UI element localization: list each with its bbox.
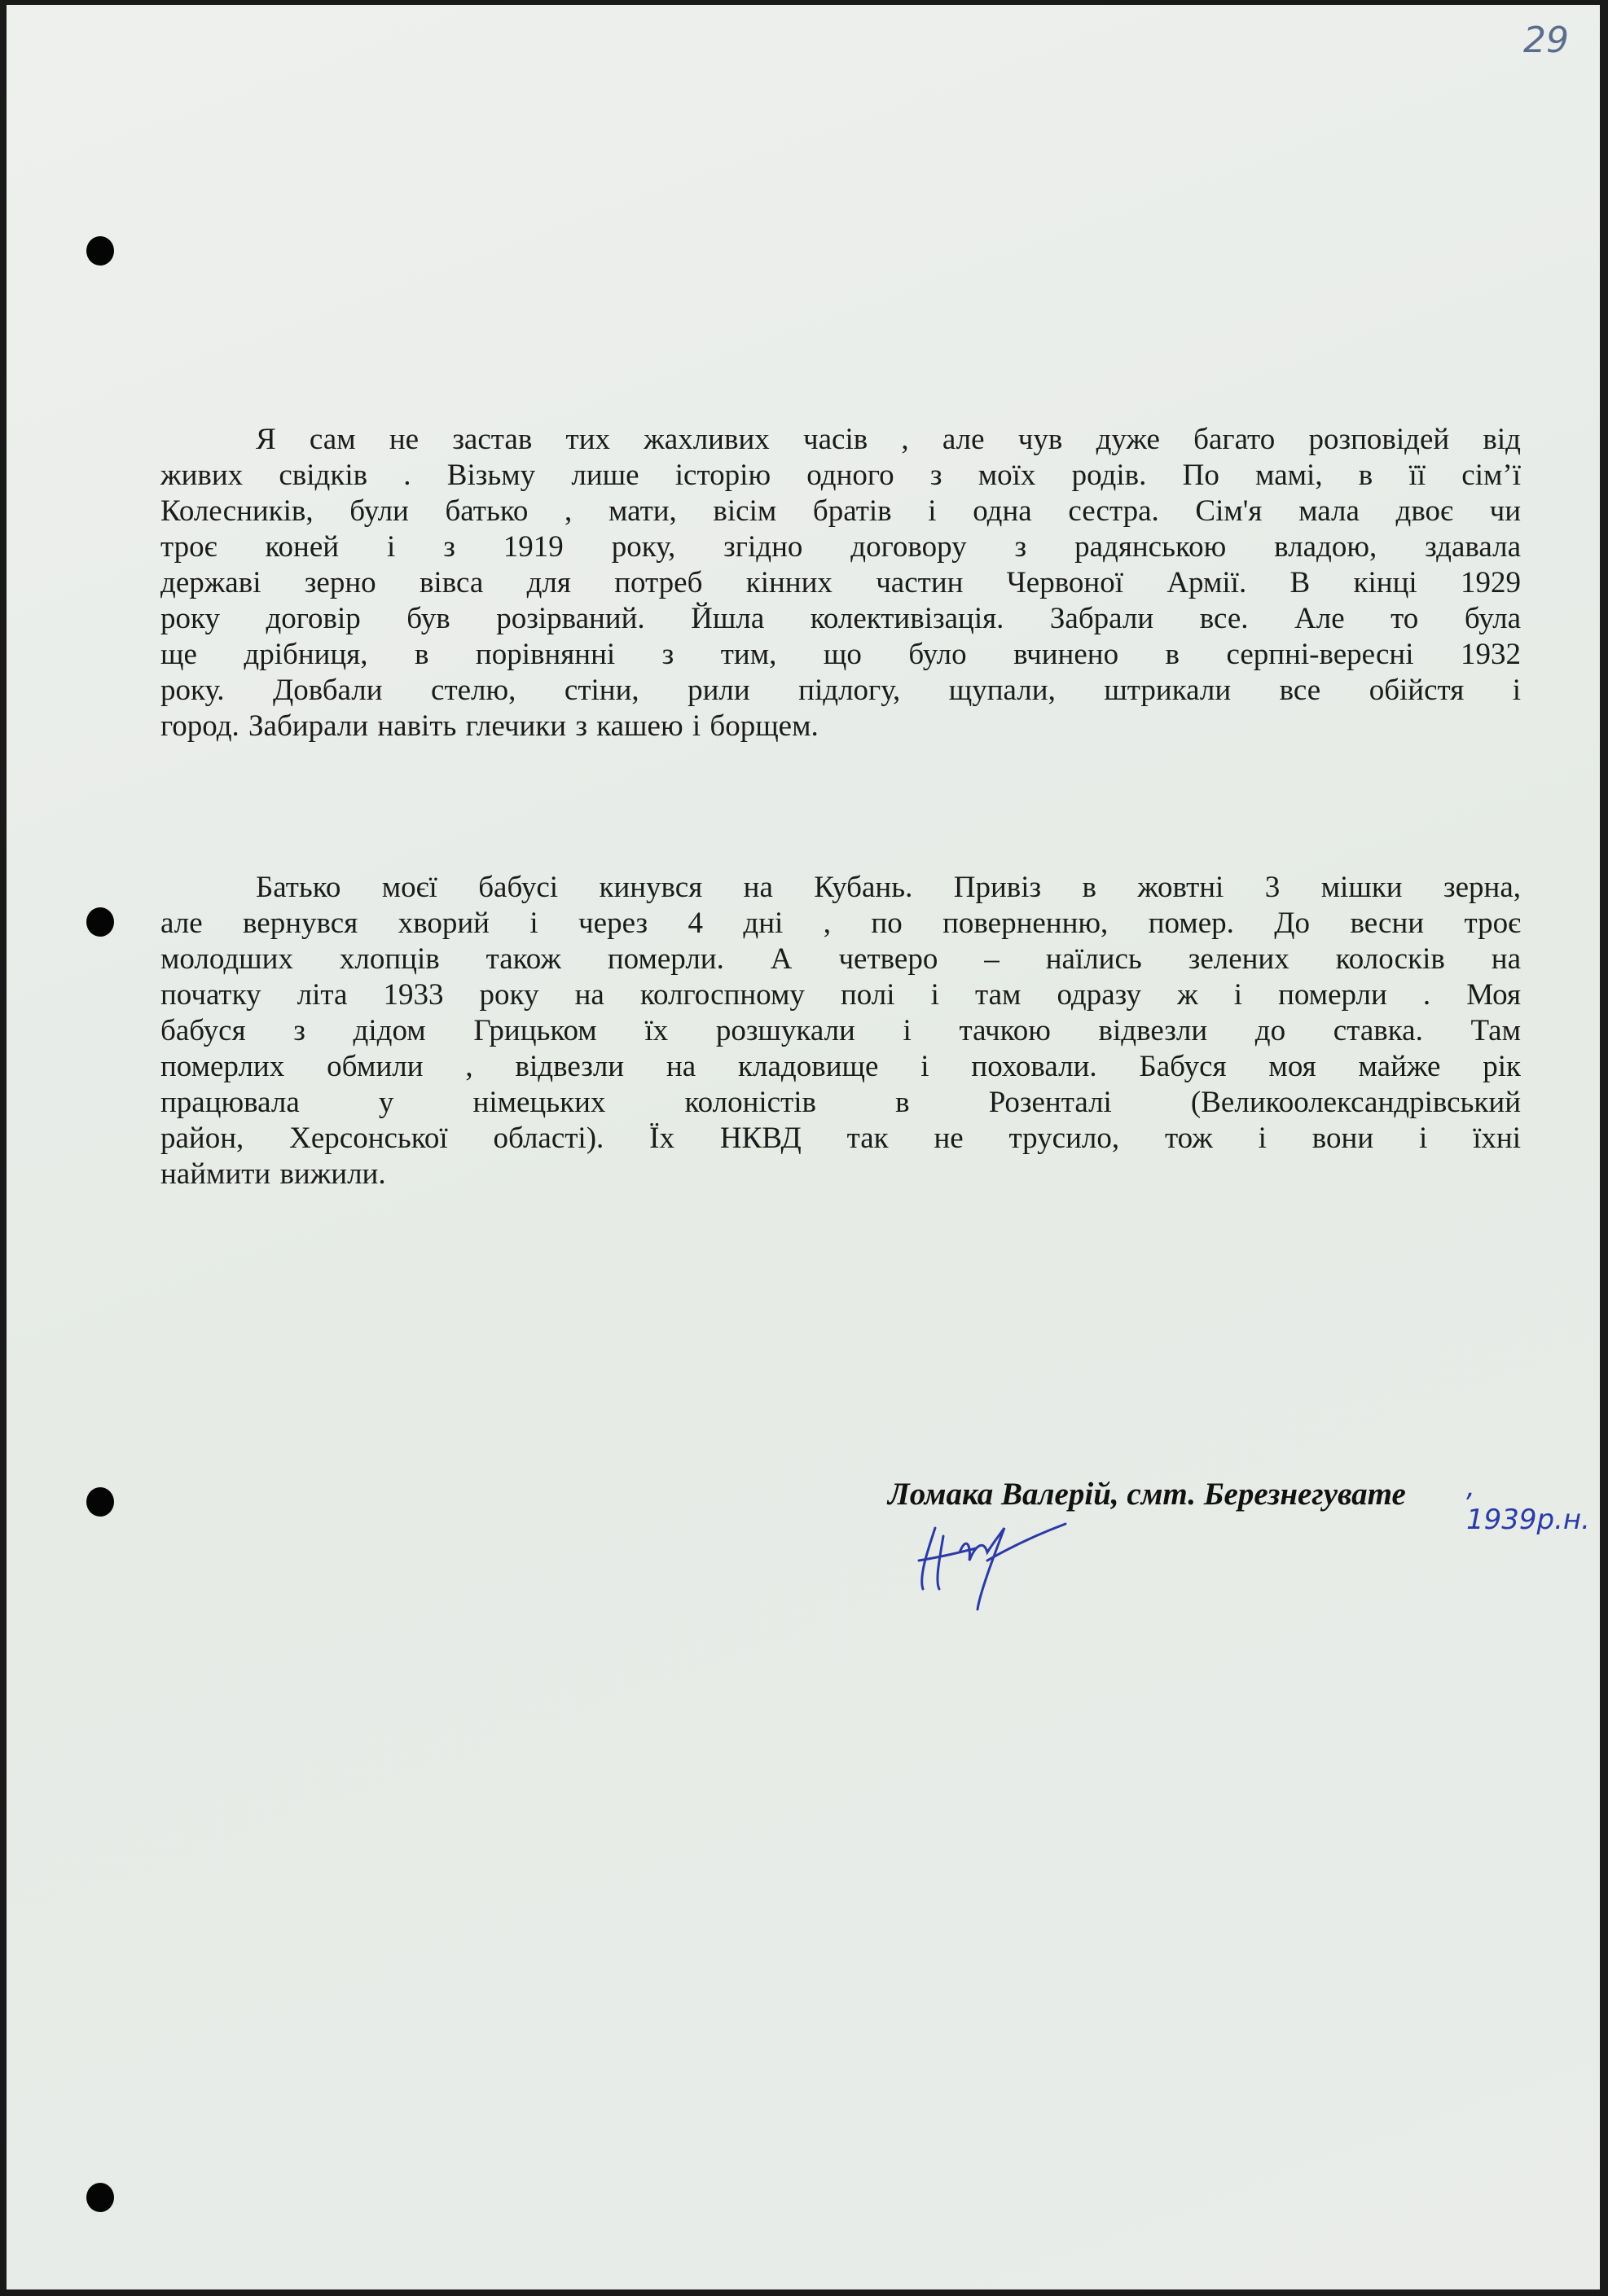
text-line — [160, 1157, 1521, 1192]
text-line-content: померлих обмили , відвезли на кладовище і поховали. Бабуся моя майже рік — [160, 1050, 1521, 1083]
text-line-content: початку літа 1933 року на колгоспному полі і там одразу ж і померли . Моя — [160, 978, 1521, 1012]
text-line — [160, 709, 1521, 744]
text-line — [160, 1013, 1521, 1049]
text-line — [160, 673, 1521, 709]
text-line-content: живих свідків . Візьму лише історію одного з моїх родів. По мамі, в її сім’ї — [160, 459, 1521, 492]
text-line-content: але вернувся хворий і через 4 дні , по поверненню, помер. До весни троє — [160, 907, 1521, 940]
text-line — [160, 870, 1521, 906]
text-line-content: року договір був розірваний. Йшла колективізація. Забрали все. Але то була — [160, 602, 1521, 635]
text-line — [160, 422, 1521, 458]
punch-hole — [86, 1487, 114, 1517]
text-line-content: город. Забирали навіть глечики з кашею і борщем. — [160, 709, 819, 743]
text-line — [160, 977, 1521, 1013]
punch-hole — [86, 236, 114, 266]
text-line — [160, 1085, 1521, 1121]
paragraph-1 — [160, 422, 1521, 744]
text-line — [160, 458, 1521, 494]
author-line: Ломака Валерій, смт. Березнегувате — [888, 1477, 1406, 1512]
text-line-content: молодших хлопців також померли. А четверо – наїлись зелених колосків на — [160, 942, 1521, 976]
text-line-content: наймити вижили. — [160, 1157, 386, 1191]
text-line-content: Колесників, були батько , мати, вісім братів і одна сестра. Сім'я мала двоє чи — [160, 494, 1521, 528]
text-line — [160, 529, 1521, 565]
text-line — [160, 1121, 1521, 1157]
punch-hole — [86, 2183, 114, 2212]
handwritten-signature — [903, 1512, 1098, 1618]
text-line-content: державі зерно вівса для потреб кінних частин Червоної Армії. В кінці 1929 — [160, 566, 1521, 599]
punch-hole — [86, 907, 114, 937]
page-number: 29 — [1523, 20, 1569, 61]
text-line — [160, 565, 1521, 601]
text-line — [160, 494, 1521, 529]
text-line-content: Я сам не застав тих жахливих часів , але чув дуже багато розповідей від — [256, 423, 1521, 456]
text-line-content: працювала у німецьких колоністів в Розенталі (Великоолександрівський — [160, 1086, 1521, 1119]
text-line-content: ще дрібниця, в порівнянні з тим, що було вчинено в серпні-вересні 1932 — [160, 638, 1521, 671]
text-line-content: Батько моєї бабусі кинувся на Кубань. Привіз в жовтні 3 мішки зерна, — [256, 871, 1521, 904]
text-line — [160, 906, 1521, 942]
text-line-content: року. Довбали стелю, стіни, рили підлогу, щупали, штрикали все обійстя і — [160, 674, 1521, 707]
text-line — [160, 601, 1521, 637]
handwritten-birth-year: , 1939р.н. — [1466, 1471, 1590, 1536]
text-line-content: бабуся з дідом Грицьком їх розшукали і тачкою відвезли до ставка. Там — [160, 1014, 1521, 1047]
text-line — [160, 637, 1521, 673]
paragraph-2 — [160, 870, 1521, 1192]
text-line-content: район, Херсонської області). Їх НКВД так не трусило, тож і вони і їхні — [160, 1122, 1521, 1155]
document-page — [7, 5, 1600, 2289]
text-line-content: троє коней і з 1919 року, згідно договору з радянською владою, здавала — [160, 530, 1521, 564]
text-line — [160, 942, 1521, 977]
text-line — [160, 1049, 1521, 1085]
